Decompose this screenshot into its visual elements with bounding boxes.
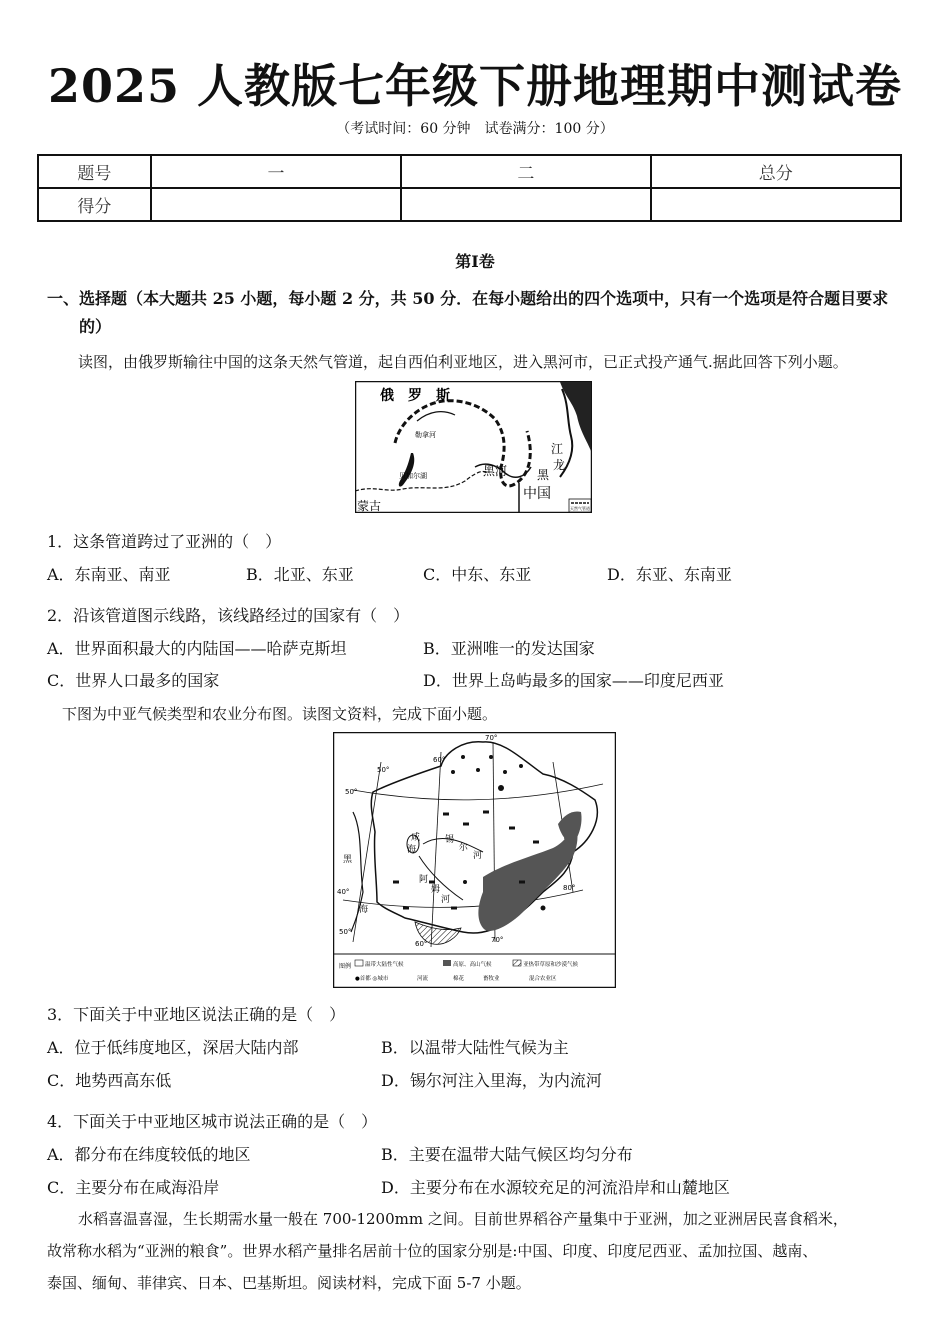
legend-label-cities: ●首都 ◎城市	[355, 976, 389, 982]
question-2-option-c[interactable]: C．世界人口最多的国家	[47, 671, 220, 690]
legend-label-temperate: 温带大陆性气候	[365, 962, 404, 968]
question-4-option-a[interactable]: A．都分布在纬度较低的地区	[47, 1145, 251, 1164]
city-symbol	[463, 880, 467, 884]
label-lon80: 80°	[563, 884, 576, 892]
city-symbol	[541, 906, 546, 911]
intro-text-3-line2: 故常称水稻为“亚洲的粮食”。世界水稻产量排名居前十位的国家分别是:中国、印度、印度尼西亚、孟加拉国、越南、	[47, 1242, 818, 1260]
label-china: 中国	[523, 486, 551, 502]
question-3-option-d[interactable]: D．锡尔河注入里海，为内流河	[381, 1071, 602, 1090]
label-hei: 黑	[343, 855, 353, 865]
legend-label-mixed: 混合农业区	[529, 976, 557, 982]
farming-symbol	[461, 755, 465, 759]
part1-heading-line1: 一、选择题（本大题共 25 小题，每小题 2 分，共 50 分．在每小题给出的四个选项中，只有一个选项是符合题目要求	[47, 289, 889, 308]
legend-label-cotton: 棉花	[453, 976, 465, 982]
label-he: 河	[473, 851, 483, 861]
question-2-stem: 2．沿该管道图示线路，该线路经过的国家有（ ）	[47, 606, 410, 625]
legend-swatch-subtropical	[513, 960, 521, 966]
label-heihe: 黑河	[483, 464, 508, 478]
capital-symbol	[498, 785, 504, 791]
question-3-option-a[interactable]: A．位于低纬度地区，深居大陆内部	[47, 1038, 299, 1057]
legend-label-subtropical: 亚热带草原和沙漠气候	[523, 962, 579, 968]
score-cell: 题号	[38, 155, 151, 188]
question-4-stem: 4．下面关于中亚地区城市说法正确的是（ ）	[47, 1112, 378, 1131]
question-3-option-c[interactable]: C．地势西高东低	[47, 1071, 172, 1090]
farming-symbol	[503, 770, 507, 774]
intro-text-3-line1: 水稻喜温喜湿，生长期需水量一般在 700-1200mm 之间。目前世界稻谷产量集中于亚洲，加之亚洲居民喜食稻米，	[78, 1210, 848, 1228]
label-jiang: 江	[551, 442, 564, 456]
label-mongolia: 蒙古	[357, 499, 382, 513]
label-hai2: 海	[359, 905, 369, 915]
pipeline-map	[355, 381, 592, 513]
score-cell[interactable]	[151, 188, 401, 221]
legend-pipeline-label: 天然气管道	[570, 506, 590, 511]
label-lat50b: 50°	[345, 788, 358, 796]
label-amu: 阿	[419, 875, 429, 885]
score-cell[interactable]	[651, 188, 901, 221]
question-4-option-d[interactable]: D．主要分布在水源较充足的河流沿岸和山麓地区	[381, 1178, 730, 1197]
intro-text-3-line3: 泰国、缅甸、菲律宾、日本、巴基斯坦。阅读材料，完成下面 5-7 小题。	[47, 1274, 531, 1292]
question-1-stem: 1．这条管道跨过了亚洲的（ ）	[47, 532, 282, 551]
label-he2: 河	[441, 895, 451, 905]
question-2-option-d[interactable]: D．世界上岛屿最多的国家——印度尼西亚	[423, 671, 724, 690]
section-title: 第I卷	[455, 252, 495, 271]
question-2-option-b[interactable]: B．亚洲唯一的发达国家	[423, 639, 595, 658]
label-er: 尔	[459, 843, 469, 853]
label-xian: 咸	[411, 833, 421, 843]
legend-swatch-highland	[443, 960, 451, 966]
label-xi: 锡	[445, 835, 455, 845]
score-table-score-row	[38, 188, 901, 221]
label-lat50a: 50°	[377, 766, 390, 774]
score-cell: 总分	[651, 155, 901, 188]
legend-label-river: 河流	[417, 976, 429, 982]
exam-title: 2025 人教版七年级下册地理期中测试卷	[47, 59, 903, 113]
part1-heading-line2: 的）	[79, 317, 112, 336]
question-4-option-c[interactable]: C．主要分布在咸海沿岸	[47, 1178, 220, 1197]
legend-swatch-temperate	[355, 960, 363, 966]
question-4-option-b[interactable]: B．主要在温带大陆气候区均匀分布	[381, 1145, 633, 1164]
score-cell[interactable]	[401, 188, 650, 221]
score-table-header-row	[38, 155, 901, 188]
score-cell: 一	[151, 155, 401, 188]
label-lon70: 70°	[491, 936, 504, 944]
farming-symbol	[476, 768, 480, 772]
legend-label-livestock: 畜牧业	[483, 976, 500, 982]
intro-text-1: 读图，由俄罗斯输往中国的这条天然气管道，起自西伯利亚地区，进入黑河市，已正式投产通气.据此回答下列小题。	[78, 353, 848, 371]
farming-symbol	[451, 770, 455, 774]
label-lon60: 60°	[415, 940, 428, 948]
intro-text-2: 下图为中亚气候类型和农业分布图。读图文资料，完成下面小题。	[62, 705, 498, 723]
question-1-option-a[interactable]: A．东南亚、南亚	[47, 565, 171, 584]
farming-symbol	[519, 764, 523, 768]
question-3-stem: 3．下面关于中亚地区说法正确的是（ ）	[47, 1005, 346, 1024]
label-hai: 海	[407, 845, 417, 855]
score-table	[37, 154, 902, 222]
question-1-option-b[interactable]: B．北亚、东亚	[246, 565, 354, 584]
central-asia-map	[333, 732, 616, 988]
label-lat60: 60°	[433, 756, 446, 764]
question-1-option-d[interactable]: D．东亚、东南亚	[607, 565, 732, 584]
farming-symbol	[489, 755, 493, 759]
question-2-option-a[interactable]: A．世界面积最大的内陆国——哈萨克斯坦	[47, 639, 347, 658]
score-cell: 得分	[38, 188, 151, 221]
label-lat40: 40°	[337, 888, 350, 896]
exam-subtitle: （考试时间：60 分钟 试卷满分：100 分）	[336, 121, 614, 137]
label-lat50c: 50°	[339, 928, 352, 936]
legend-label-highland: 高原、高山气候	[453, 962, 492, 968]
label-lena: 勒拿河	[415, 431, 436, 439]
label-mu: 姆	[431, 885, 441, 895]
score-cell: 二	[401, 155, 650, 188]
label-baikal: 贝加尔湖	[399, 472, 427, 480]
question-3-option-b[interactable]: B．以温带大陆性气候为主	[381, 1038, 569, 1057]
label-hei: 黑	[537, 468, 550, 482]
label-russia: 俄 罗 斯	[380, 388, 450, 404]
part1-heading	[47, 285, 917, 341]
legend-title: 图例	[339, 963, 352, 970]
question-1-option-c[interactable]: C．中东、东亚	[423, 565, 532, 584]
label-long: 龙	[553, 458, 566, 472]
label-lat70: 70°	[485, 734, 498, 742]
